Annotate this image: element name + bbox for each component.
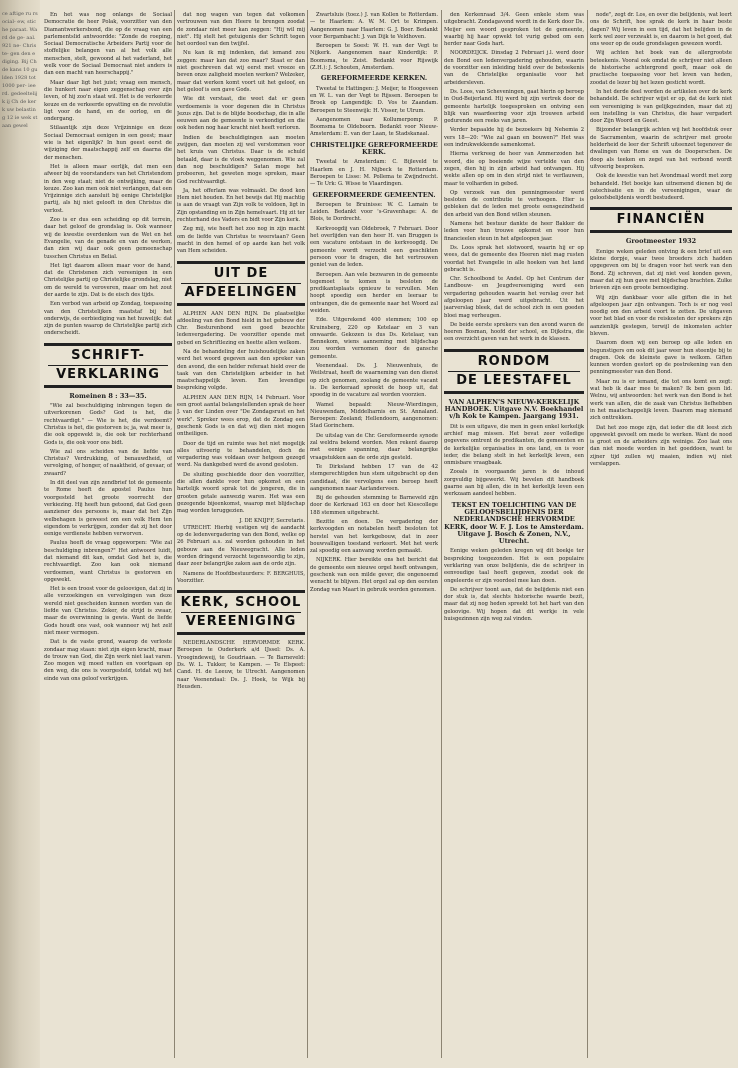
paragraph: "Wie zal beschuldiging inbrengen tegen de uitverkorenen Gods? God is het, die rechtvaardigt." — Wie is het, die verdoemt? Christus is het, die gestorven is; ja, wat meer is, die ook opgewekt is, die ook ter rechterhand Gods is, die ook voor ons bidt. [44,403,172,446]
paragraph: Zoo is er dus een scheiding op dit terrein, daar het geloof de grondslag is. Ook wanneer wij de kwestie overdenken van de Wet en het Evangelie, van de genade en van de werken, dan zien wij daar ook geen gemeenschap tusschen Christus en Belial. [44,217,172,260]
paragraph: En het was nog onlangs de Sociaal Democratie de heer Polak, voorzitter van den Diamantwerkersbond, die op de vraag van een parlementslid antwoordde: "Zonde de roeping, Sociaal Democratische Arbeiders Partij voor de stoffelijke belangen van al het volk alle menschen, stelt, gewoond al het vaderland, het welk voor de Sociaal Democraat niet anders is dan een macht van heerschappij." [44,12,172,77]
paragraph: Het ligt daarom alleen maar voor de hand, dat de Christenen zich vereenigen in een Christelijke partij op Christelijke grondslag, niet om de wereld te veroveren, maar om het zout der aarde te zijn. Dat is de eisch des tijds. [44,262,172,298]
column-2 [177,12,305,1062]
paragraph: Wij zijn dankbaar voor alle giften die in het afgeloopen jaar zijn ontvangen. Toch is er nog veel noodig om den arbeid voort te zetten. De uitgaven voor het blad en voor de reiskosten der sprekers zijn aanzienlijk gestegen, terwijl de inkomsten achter bleven. [590,294,732,337]
paragraph: Eenige weken geleden kregen wij dit boekje ter bespreking toegezonden. Het is een populaire verklaring van onze belijdenis, die de schrijver in eenvoudige taal heeft gegeven, zoodat ook de ongeleerde er zijn voordeel mee kan doen. [444,548,584,584]
paragraph: Indien de beschuldigingen aan moeten zwijgen, dan moeten zij wel verstommen voor het kruis van Christus. Daar is de schuld betaald, daar is de vloek weggenomen. Wie zal dan nog beschuldigen? Satan moge het probeeren, het geweten moge spreken, maar God rechtvaardigt. [177,134,305,185]
section-heading-afdeelingen [177,261,305,306]
paragraph: dat nog wagen van tegen dat volkomen vertrouwen van den Heere te brengen zoodat de zondaar niet meer kan zeggen: "Hij wil mij niet". Hij stelt het getuigenis der Schrift tegen het oordeel van den twijfel. [177,12,305,48]
paragraph: Ede. Uitgerekend 400 stemmen; 100 op Kruinsberg, 220 op Ketelaar en 3 van onwaarde. Gekozen is dus Ds. Ketelaar, van Bennekom, wiens aanneming met blijdschap zou worden vernomen door de gansche gemeente. [310,317,438,360]
paragraph: Nu kan ik mij indenken, dat iemand zou zeggen: maar kan dat zoo maar? Staat er dan niet geschreven dat wij eerst met vreeze en beven onze zaligheid moeten werken? Welzeker, maar dat werken komt voort uit het geloof, en het geloof is een gave Gods. [177,50,305,93]
paragraph: Daarom doen wij een beroep op alle leden en begunstigers om ook dit jaar weer hun steentje bij te dragen. Ook de kleinste gave is welkom. Giften kunnen worden gestort op de postrekening van den penningmeester van den Bond. [590,340,732,376]
paragraph: den Kerkenraad 3/4. Geen enkele stem was uitgebracht. Zondagavond wordt in de Kerk door Ds. Meijer een woord gesproken tot de gemeente, waarbij hij haar opwekt tot vurig gebed om een herder naar Gods hart. [444,12,584,48]
paragraph: Een verbod van arbeid op Zondag, toepassing van den Christelijken maatstaf bij het onderwijs, de eerbiediging van het huwelijk: dat zijn de punten waarop de Christelijke partij zich onderscheidt. [44,301,172,337]
paragraph: Dat is de vaste grond, waarop de verloste zondaar mag staan: niet zijn eigen kracht, maar de trouw van God, die Zijn werk niet laat varen. Zoo mogen wij moed vatten en voortgaan op den weg, die ons is voorgesteld, totdat wij het einde van ons geloof verkrijgen. [44,639,172,682]
paragraph: In het derde deel worden de artikelen over de kerk behandeld. De schrijver wijst er op, dat de kerk niet een vereeniging is van gelijkgezinden, maar dat zij een instelling is van Christus, die haar vergadert door Zijn Woord en Geest. [590,88,732,125]
paragraph: Eenige weken geleden ontving ik een brief uit een kleine dorpje, waar twee broeders zich hadden opgegeven om bij te dragen voor het werk van den Bond. Zij schreven, dat zij niet veel konden geven, maar dat zij hun gave met blijdschap brachten. Zulke brieven zijn een groote bemoediging. [590,248,732,292]
paragraph: Hierna verkreeg de heer van Ammerzoden het woord, die op boeiende wijze vertelde van den zegen, dien hij in zijn arbeid had ontvangen. Hij wekte allen op om in den strijd niet te verflauwen, maar te volharden in gebed. [444,151,584,187]
paragraph: Ja, het offerlam was volmaakt. De dood kon Hem niet houden. En het bewijs dat Hij machtig is aan de vraagt van Zijn volk te voldoen, ligt in Zijn opstanding en in Zijn hemelvaart. Hij zit ter rechterhand des Vaders en bidt voor Zijn kerk. [177,187,305,224]
column-rule [174,10,175,1058]
column-rule [587,10,588,1058]
subheading: GEREFORMEERDE KERKEN. [320,74,428,83]
heading-line: UIT DE [213,265,269,281]
paragraph: Bezitte en doen. De vergadering der kerkvoogden en notabelen heeft besloten tot herstel van het kerkgebouw, dat in zeer bouwvalligen toestand verkeert. Met het werk zal spoedig een aanvang worden gemaakt. [310,519,438,555]
paragraph: Aangenomen naar Kollumerpomp: P. Boomsma te Oldeboorn. Bedankt voor Nieuw-Amsterdam: E. van der Laan, te Stadskanaal. [310,116,438,138]
paragraph: Het is alleen maar eerlijk, dat men een afweer bij de voorstanders van het Christendom in den weg staat; niet de ontwijking, maar de keuze. Zoo kan men ook niet verlangen, dat een Vrijzinnige zich aansluit bij eenige Christelijke partij, als hij niet gelooft in den Christus die verlost. [44,163,172,214]
paragraph: ALPHEN AAN DEN RIJN. De plaatselijke afdeeling van den Bond hield in het gebouw der Chr. Besturenbond een goed bezochte ledenvergadering. De voorzitter opende met gebed en Schriftlezing en heette allen welkom. [177,310,305,346]
heading-line: RONDOM [477,353,551,369]
paragraph: De beide eerste sprekers van den avond waren de heeren Bosman, hoofd der school, en Dijkstra, die een overzicht gaven van het werk in de klassen. [444,321,584,343]
paragraph: Veenendaal. Ds. J. Nieuwenhuis, de Weilstraat, heeft de waarneming van den dienst op zich genomen, zoolang de gemeente vacant is. De kerkeraad spreekt de hoop uit, dat spoedig in de vacature zal worden voorzien. [310,363,438,399]
paragraph: Te Dirksland hebben 17 van de 42 stemgerechtigden hun stem uitgebracht op den candidaat, die vervolgens een beroep heeft aangenomen naar Aarlanderveen. [310,463,438,492]
paragraph: UTRECHT. Hierbij vestigen wij de aandacht op de ledenvergadering van den Bond, welke op 26 Februari a.s. zal worden gehouden in het gebouw aan de Nieuwegracht. Alle leden worden dringend verzocht tegenwoordig te zijn, daar zeer belangrijke zaken aan de orde zijn. [177,524,305,568]
paragraph: Maar daar ligt het juist; vraag een mensch, die hunkert naar eigen zeggenschap over zijn leven, of hij zoo'n staat wil. Het is de verkeerde keuze en de verkeerde opvatting en de revolutie ligt voor de hand, en de oorlog, en de ondergang. [44,79,172,123]
paragraph: ALPHEN AAN DEN RIJN, 14 Februari. Voor een groot aantal belangstellenden sprak de heer J. van der Linden over "De Zondagsrust en het werk". Spreker wees erop, dat de Zondag een geschenk Gods is en dat wij dien niet mogen ontheiligen. [177,394,305,438]
paragraph: Tweetal te Hattingen: J. Meijer, te Hoogeveen en W. L. van der Vegt te Rijssen. Beroepen te Broek op Langendijk: D. Vos te Zaandam. Beroepen te Steenwijk: H. Visser, te Ulrum. [310,85,438,114]
paragraph: Zooals in voorgaande jaren is de inhoud zorgvuldig bijgewerkt. Wij bevelen dit handboek gaarne aan bij allen, die in het kerkelijk leven een werkzaam aandeel hebben. [444,469,584,498]
paragraph: Wie zal ons scheiden van de liefde van Christus? Verdrukking, of benauwdheid, of vervolging, of honger, of naaktheid, of gevaar, of zwaard? [44,448,172,477]
paragraph: NIJKERK. Hier bereikte ons het bericht dat de gemeente een nieuwe orgel heeft ontvangen, geschenk van een milde gever, die ongenoemd wenscht te blijven. Het orgel zal op den eersten Zondag van Maart in gebruik worden genomen. [310,557,438,593]
book-title: VAN ALPHEN'S NIEUW-KERKELIJK HANDBOEK. Uitgave N.V. Boekhandel v/h Kok te Kampen. Jaargang 1931. [444,397,584,421]
paragraph: Stilaantijk zijn deze Vrijzinnige en deze Sociaal Democraat eenigen in een geest; maar wie is het eigenlijk? In hun geest eerst de wijziging der maatschappij zelf en daarna die der menschen. [44,125,172,161]
paragraph: Op verzoek van den penningmeester werd besloten de contributie te verhoogen. Hier is gebleken dat de leden met groote eensgezindheid den arbeid van den Bond willen steunen. [444,189,584,218]
scripture-reference: Romeinen 8 : 33—35. [69,391,147,400]
paragraph: Bijzonder belangrijk achten wij het hoofdstuk over de Sacramenten, waarin de schrijver met groote helderheid de leer der Schrift uiteenzet tegenover de dwalingen van Rome en van de Dooperschen. De doop als teeken en zegel van het verbond wordt uitvoerig besproken. [590,127,732,170]
paragraph: Dat het zoo moge zijn, dat ieder die dit leest zich opgewekt gevoelt om mede te werken. Want de nood is groot en de arbeiders zijn weinige. Zoo laat ons dan niet moede worden in het goeddoen, want te zijner tijd zullen wij maaien, indien wij niet verslappen. [590,424,732,468]
heading-line: DE LEESTAFEL [456,372,572,388]
paragraph: Wamel bepaald: Nieuw-Wierdingen, Nieuwendam, Middelharnis en St. Annaland. Beroepen: Zeeland; Hellendoorn, aangenomen: Stad Gorinchem. [310,401,438,430]
paragraph: Paulus heeft de vraag opgeworpen: "Wie zal beschuldiging inbrengen?" Het antwoord luidt, dat niemand dit kan, omdat God het is, die rechtvaardigt. Zoo kan ook niemand verdoemen, want Christus is gestorven en opgewekt. [44,540,172,583]
paragraph: De uitslag van de Chr. Gereformeerde synode zal weldra bekend worden. Men rekent daarop met eenige spanning, daar belangrijke vraagstukken aan de orde zijn gesteld. [310,432,438,461]
paragraph: Na de behandeling der huishoudelijke zaken werd het woord gegeven aan den spreker van den avond, die een helder referaat hield over de taak van den Christelijken arbeider in het maatschappelijk leven. Een levendige bespreking volgde. [177,348,305,392]
fold-text: ce aftige ru rsocial- ew, stiche paraat. Ward de ge- aal. 921 ne- Christe- gen den ediging. Bij Ch de kans 10 gulden 1928 tot 1000 per- ieerd. gedeeltelijk ij Ch de kerk uw belasting 12 ie wek staan gewel [2,11,38,129]
paragraph: Het is een troost voor de geloovigen, dat zij in alle verzoekingen en vervolgingen van deze wereld niet gescheiden kunnen worden van de liefde van Christus. Zeker, de strijd is zwaar, maar de overwinning is gewis. Want de liefde Gods houdt ons vast, ook wanneer wij het zelf niet meer vermogen. [44,586,172,636]
paragraph: De sluiting geschiedde door den voorzitter, die allen dankte voor hun opkomst en een hartelijk woord sprak tot de jongeren, die in grooten getale aanwezig waren. Het was een gezegende bijeenkomst, waarop met blijdschap mag worden teruggezien. [177,471,305,515]
paragraph: Ds. Loos, van Scheveningen, gaat hierin op beroep in Oud-Beijerland. Hij werd bij zijn vertrek door de gemeente hartelijk toegesproken en ontving een blijk van waardeering voor zijn trouwen arbeid gedurende een reeks van jaren. [444,88,584,125]
section-heading-leestafel [444,349,584,394]
paragraph: Namens het bestuur dankte de heer Bakker de leden voor hun trouwe opkomst en voor hun financieelen steun in het afgeloopen jaar. [444,221,584,242]
paragraph: Maar nu is er iemand, die tot ons komt en zegt: wat heb ik daar mee te maken? Ik ben geen lid. Welnu, wij antwoorden: het werk van den Bond is het werk van allen, die de zaak van Christus liefhebben in het maatschappelijk leven. Daarom mag niemand zich onttrekken. [590,378,732,422]
heading-line: VEREENIGING [185,614,297,630]
paragraph: Ds. Loos sprak het slotwoord, waarin hij er op wees, dat de gemeente des Heeren niet mag rusten voordat het Evangelie in alle hoeken van het land gebracht is. [444,244,584,273]
paragraph: Namens de Hoofdbestuurders: F. BERGHUIS, Voorzitter. [177,570,305,584]
paragraph: NEDERLANDSCHE HERVORMDE KERK. Beroepen te Ouderkerk a/d IJssel: Ds. A. Vroegindeweij, te Goudriaan. — Te Barneveld: Ds. W. L. Tukker, te Kampen. — Te Elspeet: Cand. H. de Leeuw, te Utrecht. Aangenomen naar Veenendaal: Ds. J. Hoek, te Wijk bij Heusden. [177,640,305,690]
paragraph: Zwartsluis (toez.) J. van Kollen te Rotterdam. — te Haarlem: A. W. M. Ort te Krimpen. Aangenomen naar Haarlem: G. J. Boer. Bedankt voor Bergambacht: J. van Dijk te Veldhoven. [310,12,438,40]
paragraph: Beroepen te Soest: W. H. van der Vegt te Nijkerk. Aangenomen naar Kinderdijk: P. Boomsma, te Zeist. Bedankt voor Rijswijk (Z.H.): J. Schouten, Amsterdam. [310,43,438,72]
book-title: TEKST EN TOELICHTING VAN DE GELOOFSBELIJDENIS DER NEDERLANDSCHE HERVORMDE KERK, door W. F. J. Los te Amsterdam. Uitgave J. Bosch & Zonen, N.V., Utrecht. [444,500,584,546]
heading-line: VERKLARING [56,366,160,382]
paragraph: node", zegt dr. Los, en over die belijdenis, wat leert ons de Schrift, hoe sprak de kerk in haar beste dagen? Wij leven in een tijd, dat het belijden in de kerk wel zeer verzwakt is, en daarom is het goed, dat ons weer op de oude grondslagen gewezen wordt. [590,12,732,48]
section-heading-kerk-school [177,590,305,635]
paragraph: De schrijver toont aan, dat de belijdenis niet een dor stuk is, dat slechts historische waarde bezit, maar dat zij nog heden spreekt tot het hart van den geloovige. Wij hopen dat dit werkje in vele huisgezinnen zijn weg zal vinden. [444,586,584,623]
paragraph: Zeg mij, wie heeft het zoo nog in zijn macht om de liefde van Christus te weerstaan? Geen macht in den hemel of op aarde kan het volk van Hem scheiden. [177,226,305,255]
signature: J. DE KNIJFF, Secretaris. [239,517,305,524]
column-1 [44,12,172,1062]
paragraph: Tweetal te Amsterdam: C. Bijleveld te Haarlem en J. H. Nijbeck te Rotterdam. Beroepen te Lisse: M. Pollema te Zwijndrecht. — Te Urk: G. Wisse te Vlaardingen. [310,159,438,188]
paragraph: Beroepen. Aan vele bezwaren in de gemeente tegemoet te komen is besloten de predikantsplaats opnieuw te vervullen. Men hoopt spoedig een herder en leeraar te ontvangen, die de gemeente naar het Woord zal weiden. [310,271,438,314]
heading-line: AFDEELINGEN [184,284,298,300]
column-rule [307,10,308,1058]
paragraph: Beroepen te Bruinisse: W. C. Lamain te Leiden. Bedankt voor 's-Gravenhage: A. de Blois, te Dordrecht. [310,201,438,223]
paragraph: NOORDEIJCK. Dinsdag 2 Februari j.l. werd door den Bond een ledenvergadering gehouden, waarin de voorzitter een inleiding hield over de beteekenis van de Christelijke organisatie voor het arbeidersleven. [444,50,584,86]
paragraph: Chr. Schoolbond te Andel. Op het Centrum der Landbouw- en Jeugdvereeniging werd een vergadering gehouden waarin het verslag over het afgeloopen jaar werd uitgebracht. Uit het jaarverslag bleek, dat de school zich in een goeden bloei mag verheugen. [444,276,584,319]
paragraph: Wij achten het boek van de allergrootste beteekenis. Vooral ook omdat de schrijver niet alleen de historische achtergrond geeft, maar ook de practische toepassing voor het leven van heden, zoodat de lezer bij het lezen gesticht wordt. [590,50,732,86]
subheading: CHRISTELIJKE GEREFORMEERDE KERK. [310,140,438,157]
subheading: GEREFORMEERDE GEMEENTEN. [312,190,436,199]
page-fold [0,0,40,1068]
heading-line: FINANCIËN [616,212,706,228]
paragraph: In dit deel van zijn zendbrief tot de gemeente te Rome heeft de apostel Paulus hun voorgesteld het groote voorrecht der verkiezing. Hij heeft hun getoond, dat God geen aanziener des persoons is, maar dat het Zijn welbehagen is geweest om een volk Hem ten eigendom te verkrijgen, zonder dat zij het door eenige verdienste hebben verworven. [44,480,172,538]
paragraph: Bij de gehouden stemming te Barneveld zijn door de Kerkraad 163 en door het Kiescollege 188 stemmen uitgebracht. [310,495,438,516]
paragraph: Dit is een uitgave, die men in geen enkel kerkelijk archief mag missen. Het bevat zeer volledige gegevens omtrent de predikanten, de gemeenten en de kerkelijke organisaties in ons land, en is voor ieder, die belang stelt in het kerkelijk leven, een onmisbare vraagbaak. [444,423,584,467]
section-heading-schriftverklaring [44,343,172,388]
section-heading-financien [590,207,732,233]
paragraph: Ook de kwestie van het Avondmaal wordt met zorg behandeld. Het boekje kan uitnemend dienen bij de catechisatie en in de vereenigingen, waar de geloofsbelijdenis wordt bestudeerd. [590,173,732,202]
column-rule [441,10,442,1058]
heading-line: SCHRIFT- [71,347,145,363]
heading-line: KERK, SCHOOL [180,595,302,611]
paragraph: Kerkvoogdij van Oldebroek, 7 Februari. Door het overlijden van den heer H. van Bruggen is een vacature ontstaan in de kerkvoogdij. De gemeente wordt verzocht een geschikten persoon voor te dragen, die het vertrouwen geniet van de leden. [310,225,438,269]
paragraph: Verder bepaalde hij de bezoekers bij Nehemia 2 vers 18—20: "Wie zal gaan en bouwen?" Het was een indrukwekkende samenkomst. [444,127,584,149]
paragraph: Door de tijd en ruimte was het niet mogelijk alles uitvoerig te behandelen, doch de vergadering was voldaan over hetgeen gezegd werd. Na dankgebed werd de avond gesloten. [177,440,305,469]
paragraph: Wie dit verstaat, die weet dat er geen verdoemenis is voor degenen die in Christus Jezus zijn. Dat is de blijde boodschap, die in alle eeuwen aan de gemeente is verkondigd en die ook heden nog haar kracht niet heeft verloren. [177,96,305,132]
subheading: Grootmeester 1932 [625,237,697,246]
column-3 [310,12,438,1062]
column-5 [590,12,732,1062]
column-4 [444,12,584,1062]
